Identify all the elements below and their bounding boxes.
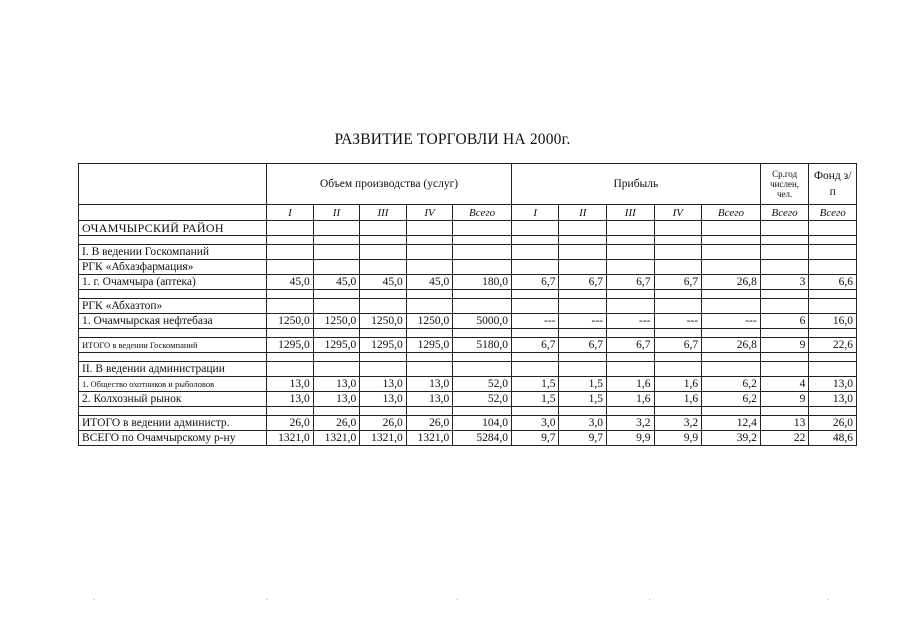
table-row [79,362,857,377]
value-cell [313,362,360,377]
value-cell: 6,6 [809,275,857,290]
subheader-cell: IV [406,205,453,221]
value-cell [406,407,453,416]
value-cell [559,362,607,377]
fund-header: Фонд з/п [809,164,857,205]
value-cell: 3,0 [559,416,607,431]
value-cell: 1,6 [654,392,702,407]
row-label: РГК «Абхазтоп» [79,299,267,314]
value-cell [453,329,512,338]
value-cell: 1295,0 [406,338,453,353]
value-cell [607,236,655,245]
value-cell [702,329,761,338]
scan-mark: · [826,594,830,606]
value-cell [559,290,607,299]
value-cell: 6,2 [702,377,761,392]
value-cell [654,236,702,245]
value-cell: 6,7 [607,275,655,290]
value-cell [360,260,407,275]
value-cell: 1295,0 [313,338,360,353]
value-cell: 13,0 [406,377,453,392]
value-cell: 9,9 [607,431,655,446]
row-label: I. В ведении Госкомпаний [79,245,267,260]
value-cell: 9,7 [511,431,559,446]
value-cell [760,221,809,236]
table-row [79,245,857,260]
value-cell [654,407,702,416]
value-cell [607,329,655,338]
row-label: РГК «Абхазфармация» [79,260,267,275]
table-row [79,275,857,290]
value-cell [360,329,407,338]
value-cell: 1,6 [607,377,655,392]
value-cell: 3,0 [511,416,559,431]
value-cell [702,260,761,275]
value-cell: 104,0 [453,416,512,431]
value-cell: 6 [760,314,809,329]
value-cell: 26,0 [267,416,314,431]
value-cell [809,260,857,275]
row-label: 2. Колхозный рынок [79,392,267,407]
value-cell: 1,5 [511,392,559,407]
subheader-row [79,205,857,221]
value-cell: 22 [760,431,809,446]
value-cell [760,260,809,275]
value-cell [760,353,809,362]
value-cell [453,362,512,377]
value-cell: 1250,0 [313,314,360,329]
value-cell [267,260,314,275]
value-cell [607,299,655,314]
row-label [79,329,267,338]
trade-development-table [78,163,857,446]
value-cell: 1,6 [607,392,655,407]
value-cell [702,290,761,299]
table-row [79,314,857,329]
value-cell: 26,0 [360,416,407,431]
table-row [79,392,857,407]
value-cell [511,236,559,245]
subheader-empty-cell [79,205,267,221]
row-label [79,290,267,299]
value-cell [654,245,702,260]
value-cell: 13,0 [267,392,314,407]
value-cell [760,329,809,338]
subheader-cell: I [267,205,314,221]
header-row [79,164,857,205]
value-cell: 6,7 [511,275,559,290]
value-cell [360,221,407,236]
value-cell [607,245,655,260]
value-cell [809,407,857,416]
value-cell: 1,5 [559,377,607,392]
value-cell: 48,6 [809,431,857,446]
value-cell: --- [702,314,761,329]
value-cell [511,329,559,338]
subheader-cell: III [607,205,655,221]
value-cell: 6,2 [702,392,761,407]
value-cell [360,407,407,416]
table-row [79,377,857,392]
value-cell: --- [607,314,655,329]
value-cell: 4 [760,377,809,392]
table-row [79,260,857,275]
value-cell: 6,7 [654,338,702,353]
value-cell: 6,7 [559,338,607,353]
value-cell [760,362,809,377]
value-cell [559,221,607,236]
spacer-row [79,407,857,416]
value-cell [702,407,761,416]
value-cell [360,245,407,260]
value-cell [559,260,607,275]
value-cell [453,245,512,260]
value-cell [559,407,607,416]
value-cell [654,260,702,275]
subheader-cell: II [559,205,607,221]
row-label [79,407,267,416]
value-cell [654,290,702,299]
value-cell [607,290,655,299]
value-cell [702,362,761,377]
value-cell [654,329,702,338]
value-cell [313,245,360,260]
table-row [79,299,857,314]
value-cell: 1250,0 [267,314,314,329]
value-cell [406,329,453,338]
value-cell [760,407,809,416]
value-cell: 39,2 [702,431,761,446]
volume-header: Объем производства (услуг) [267,164,512,205]
value-cell: 5000,0 [453,314,512,329]
value-cell [267,245,314,260]
value-cell: 6,7 [559,275,607,290]
value-cell [313,221,360,236]
value-cell: 1,5 [559,392,607,407]
value-cell [511,290,559,299]
value-cell: 1295,0 [267,338,314,353]
value-cell [607,353,655,362]
value-cell [453,236,512,245]
table-row [79,431,857,446]
value-cell [313,236,360,245]
value-cell [406,221,453,236]
value-cell [267,221,314,236]
value-cell: 26,0 [406,416,453,431]
value-cell [511,353,559,362]
value-cell: 13,0 [809,377,857,392]
value-cell [406,299,453,314]
value-cell [559,353,607,362]
value-cell: 13,0 [267,377,314,392]
value-cell: 13,0 [406,392,453,407]
value-cell [406,236,453,245]
value-cell: 13 [760,416,809,431]
row-label: 1. г. Очамчыра (аптека) [79,275,267,290]
scan-mark: · [648,594,652,606]
value-cell [453,260,512,275]
value-cell [809,353,857,362]
value-cell [313,290,360,299]
value-cell [702,353,761,362]
value-cell [406,260,453,275]
value-cell [511,245,559,260]
value-cell [511,362,559,377]
value-cell: --- [559,314,607,329]
row-label: 1. Общество охотников и рыболовов [79,377,267,392]
value-cell: 13,0 [313,377,360,392]
value-cell [654,353,702,362]
value-cell [760,290,809,299]
value-cell: 52,0 [453,392,512,407]
subheader-cell: Всего [453,205,512,221]
page-title: РАЗВИТИЕ ТОРГОВЛИ НА 2000г. [334,131,571,148]
value-cell: 180,0 [453,275,512,290]
value-cell [313,353,360,362]
value-cell: 9 [760,392,809,407]
value-cell: 13,0 [360,377,407,392]
value-cell [809,245,857,260]
row-label: ОЧАМЧЫРСКИЙ РАЙОН [79,221,267,236]
value-cell [406,245,453,260]
value-cell [654,362,702,377]
value-cell: 1250,0 [360,314,407,329]
profit-header: Прибыль [511,164,760,205]
value-cell: 6,7 [607,338,655,353]
value-cell [559,329,607,338]
value-cell [809,290,857,299]
value-cell [702,221,761,236]
value-cell: 45,0 [406,275,453,290]
value-cell: 3 [760,275,809,290]
scan-mark: · [92,594,96,606]
value-cell [360,353,407,362]
value-cell [511,221,559,236]
value-cell: 3,2 [654,416,702,431]
value-cell [809,362,857,377]
value-cell: 13,0 [313,392,360,407]
value-cell [453,299,512,314]
value-cell [453,353,512,362]
subheader-cell: Всего [760,205,809,221]
spacer-row [79,353,857,362]
row-label: 1. Очамчырская нефтебаза [79,314,267,329]
value-cell: 5180,0 [453,338,512,353]
table-row [79,221,857,236]
row-label: ИТОГО в ведении админиcтр. [79,416,267,431]
value-cell: 1321,0 [313,431,360,446]
subheader-cell: Всего [809,205,857,221]
value-cell: 9,9 [654,431,702,446]
value-cell [360,299,407,314]
value-cell [654,221,702,236]
header-empty-cell [79,164,267,205]
value-cell [313,299,360,314]
spacer-row [79,236,857,245]
value-cell [809,299,857,314]
value-cell: 1,5 [511,377,559,392]
value-cell: 26,8 [702,275,761,290]
value-cell [360,362,407,377]
value-cell [267,407,314,416]
value-cell [559,299,607,314]
value-cell: 26,0 [809,416,857,431]
row-label: ИТОГО в ведении Госкомпаний [79,338,267,353]
value-cell [607,362,655,377]
value-cell [654,299,702,314]
row-label [79,236,267,245]
table-row [79,416,857,431]
value-cell: 1321,0 [267,431,314,446]
value-cell [313,260,360,275]
value-cell: 1250,0 [406,314,453,329]
table-row [79,338,857,353]
value-cell: 26,0 [313,416,360,431]
value-cell [702,245,761,260]
value-cell [559,245,607,260]
subheader-cell: Всего [702,205,761,221]
value-cell [760,236,809,245]
row-label: ВСЕГО по Очамчырскому р-ну [79,431,267,446]
value-cell [406,290,453,299]
row-label: II. В ведении администрации [79,362,267,377]
subheader-cell: I [511,205,559,221]
table-body [79,221,857,446]
value-cell [360,290,407,299]
avg-staff-header: Ср.год числен, чел. [760,164,809,205]
value-cell [267,290,314,299]
row-label [79,353,267,362]
spacer-row [79,329,857,338]
value-cell [809,236,857,245]
value-cell [702,299,761,314]
value-cell: 1321,0 [360,431,407,446]
value-cell [453,407,512,416]
value-cell [702,236,761,245]
subheader-cell: III [360,205,407,221]
spacer-row [79,290,857,299]
subheader-cell: II [313,205,360,221]
value-cell: 1295,0 [360,338,407,353]
value-cell [607,260,655,275]
value-cell: --- [654,314,702,329]
value-cell: 22,6 [809,338,857,353]
value-cell [511,299,559,314]
value-cell: 45,0 [360,275,407,290]
value-cell [267,353,314,362]
value-cell [760,245,809,260]
value-cell [760,299,809,314]
subheader-cell: IV [654,205,702,221]
value-cell [559,236,607,245]
scan-mark: · [455,594,459,606]
value-cell: 1,6 [654,377,702,392]
value-cell: 13,0 [360,392,407,407]
value-cell [360,236,407,245]
value-cell [267,362,314,377]
value-cell: 13,0 [809,392,857,407]
value-cell: 16,0 [809,314,857,329]
value-cell: 45,0 [267,275,314,290]
value-cell [406,353,453,362]
value-cell: 5284,0 [453,431,512,446]
value-cell: 6,7 [654,275,702,290]
value-cell: 9,7 [559,431,607,446]
value-cell [809,329,857,338]
value-cell [406,362,453,377]
value-cell [267,236,314,245]
value-cell: 45,0 [313,275,360,290]
value-cell: 1321,0 [406,431,453,446]
value-cell [809,221,857,236]
value-cell: --- [511,314,559,329]
value-cell [313,329,360,338]
value-cell: 26,8 [702,338,761,353]
value-cell [313,407,360,416]
value-cell [267,299,314,314]
value-cell [511,260,559,275]
scan-mark: · [265,594,269,606]
value-cell [607,221,655,236]
value-cell [511,407,559,416]
value-cell: 6,7 [511,338,559,353]
value-cell: 9 [760,338,809,353]
value-cell [607,407,655,416]
value-cell [267,329,314,338]
value-cell [453,290,512,299]
value-cell [453,221,512,236]
value-cell: 12,4 [702,416,761,431]
page-footer-marks [0,594,905,614]
value-cell: 52,0 [453,377,512,392]
value-cell: 3,2 [607,416,655,431]
